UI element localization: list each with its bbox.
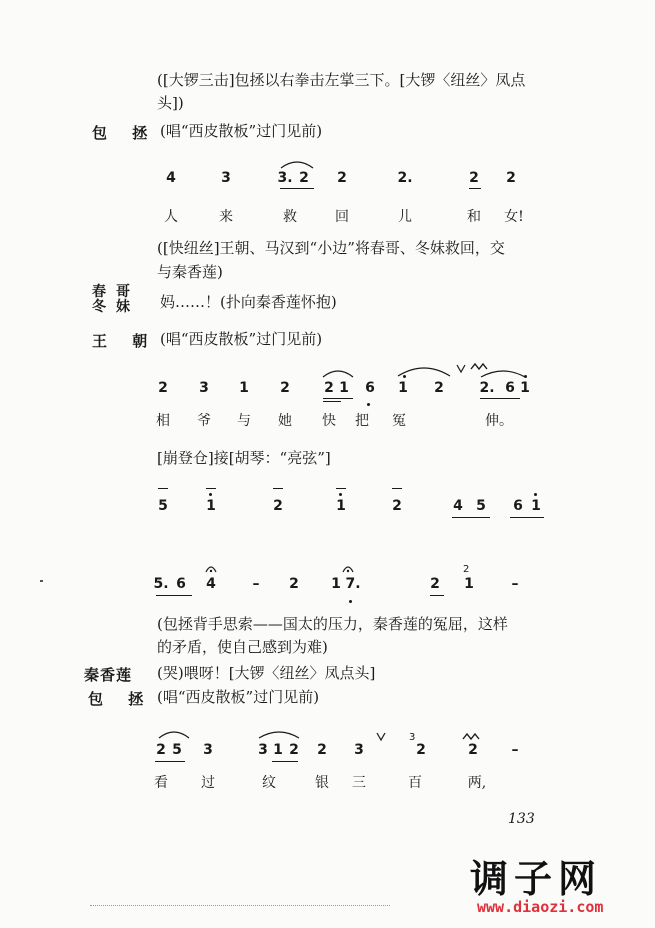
slur-mark — [257, 728, 301, 740]
page-number: 133 — [508, 811, 535, 827]
note: 2 — [506, 170, 516, 186]
fermata-mark — [205, 564, 217, 574]
underline-mark — [280, 188, 314, 189]
underline-mark — [469, 188, 481, 189]
note: 2. — [479, 380, 495, 396]
slur-mark — [479, 367, 527, 379]
lyric-char: 救 — [283, 209, 297, 225]
octave-dot — [209, 493, 212, 496]
octave-dot — [534, 493, 537, 496]
note: – — [252, 576, 260, 592]
grace-note-mark — [462, 562, 472, 576]
lyric-char: 回 — [335, 209, 349, 225]
lyric-char: 人 — [164, 209, 178, 225]
note: 2 — [324, 380, 334, 396]
slur-mark — [157, 728, 191, 740]
lyric-char: 快 — [322, 413, 336, 429]
slur-mark — [279, 158, 315, 170]
lyric-char: 冤 — [392, 413, 406, 429]
breath-mark — [376, 732, 388, 742]
speaker-name: 冬妹 — [92, 299, 140, 315]
lyric-char: 纹 — [262, 775, 276, 791]
accent-mark — [206, 488, 216, 489]
singing-direction: (唱“西皮散板”过门见前) — [160, 122, 323, 140]
underline-mark — [480, 398, 520, 399]
lyric-char: 三 — [352, 775, 366, 791]
note: 4 — [453, 498, 463, 514]
note: – — [511, 576, 519, 592]
underline-mark — [323, 401, 341, 402]
note: 3 — [221, 170, 231, 186]
note: 3. — [277, 170, 293, 186]
speaker-name: 春哥 — [92, 284, 140, 300]
note: 2 — [289, 576, 299, 592]
lyric-char: 她 — [278, 413, 292, 429]
stage-direction-line: 与秦香莲) — [157, 263, 223, 281]
note: 2 — [289, 742, 299, 758]
note: 2 — [317, 742, 327, 758]
octave-dot — [403, 375, 406, 378]
note: 4 — [206, 576, 216, 592]
note: 2 — [280, 380, 290, 396]
note: 2 — [337, 170, 347, 186]
lyric-char: 爷 — [197, 413, 211, 429]
accent-mark — [336, 488, 346, 489]
lyric-char: 儿 — [398, 209, 412, 225]
note: 3 — [203, 742, 213, 758]
underline-mark — [323, 398, 353, 399]
lyric-char: 把 — [355, 413, 369, 429]
note: 2. — [397, 170, 413, 186]
singing-direction: (唱“西皮散板”过门见前) — [157, 688, 320, 706]
watermark-site-name: 调子网 — [470, 857, 603, 901]
note: 2 — [299, 170, 309, 186]
note: 6 — [176, 576, 186, 592]
underline-mark — [155, 761, 185, 762]
note: – — [511, 742, 519, 758]
octave-dot — [367, 403, 370, 406]
speaker-name: 包 拯 — [92, 124, 158, 142]
watermark-url: www.diaozi.com — [477, 898, 604, 916]
svg-text:2: 2 — [463, 564, 470, 575]
note: 1 — [464, 576, 474, 592]
note: 2 — [416, 742, 426, 758]
lyric-char: 看 — [154, 775, 168, 791]
lyric-char: 伸。 — [485, 413, 513, 429]
note: 4 — [166, 170, 176, 186]
octave-dot — [524, 375, 527, 378]
lyric-char: 百 — [408, 775, 422, 791]
underline-mark — [510, 517, 544, 518]
stage-direction-line: ([快纽丝]王朝、马汉到“小边”将春哥、冬妹救回，交 — [157, 239, 505, 257]
scan-artifact — [90, 905, 390, 908]
accent-mark — [158, 488, 168, 489]
scan-artifact — [40, 580, 43, 582]
underline-mark — [430, 595, 444, 596]
note: 2 — [468, 742, 478, 758]
note: 3 — [258, 742, 268, 758]
lyric-char: 女! — [504, 209, 524, 225]
lyric-char: 相 — [156, 413, 170, 429]
note: 2 — [430, 576, 440, 592]
underline-mark — [272, 761, 298, 762]
note: 1 — [398, 380, 408, 396]
note: 1 — [531, 498, 541, 514]
speaker-name: 秦香莲 — [84, 666, 133, 684]
note: 5 — [172, 742, 182, 758]
singing-direction: (唱“西皮散板”过门见前) — [160, 330, 323, 348]
lyric-char: 过 — [201, 775, 215, 791]
note: 1 — [331, 576, 341, 592]
note: 1 — [239, 380, 249, 396]
stage-direction-line: 头]) — [157, 94, 184, 112]
lyric-char: 两, — [467, 775, 487, 791]
note: 6 — [513, 498, 523, 514]
slur-mark — [321, 367, 355, 379]
note: 1 — [273, 742, 283, 758]
lyric-char: 银 — [315, 775, 329, 791]
note: 2 — [156, 742, 166, 758]
note: 6 — [505, 380, 515, 396]
note: 5. — [153, 576, 169, 592]
mordent-mark — [462, 732, 482, 742]
speaker-name: 包 拯 — [88, 690, 154, 708]
note: 2 — [469, 170, 479, 186]
lyric-char: 和 — [467, 209, 481, 225]
dialogue-line: 妈……！(扑向秦香莲怀抱) — [160, 293, 337, 311]
note: 5 — [476, 498, 486, 514]
note: 1 — [206, 498, 216, 514]
note: 6 — [365, 380, 375, 396]
svg-text:3: 3 — [409, 732, 416, 743]
lyric-char: 来 — [219, 209, 233, 225]
note: 3 — [354, 742, 364, 758]
note: 2 — [273, 498, 283, 514]
note: 1 — [336, 498, 346, 514]
octave-dot — [349, 600, 352, 603]
lyric-char: 与 — [237, 413, 251, 429]
note: 7. — [345, 576, 361, 592]
underline-mark — [452, 517, 490, 518]
note: 3 — [199, 380, 209, 396]
note: 2 — [158, 380, 168, 396]
octave-dot — [339, 493, 342, 496]
note: 1 — [520, 380, 530, 396]
underline-mark — [156, 595, 192, 596]
fermata-mark — [342, 564, 354, 574]
note: 2 — [434, 380, 444, 396]
dialogue-line: (哭)喂呀！[大锣〈纽丝〉凤点头] — [157, 664, 376, 682]
accent-mark — [392, 488, 402, 489]
note: 5 — [158, 498, 168, 514]
stage-direction-line: [崩登仓]接[胡琴：“亮弦”] — [157, 449, 331, 467]
stage-direction-line: (包拯背手思索——国太的压力，秦香莲的冤屈，这样 — [157, 615, 508, 633]
speaker-name: 王 朝 — [92, 332, 158, 350]
note: 2 — [392, 498, 402, 514]
note: 1 — [339, 380, 349, 396]
breath-mark — [456, 364, 468, 374]
stage-direction-line: 的矛盾，使自己感到为难) — [157, 638, 328, 656]
stage-direction-line: ([大锣三击]包拯以右拳击左掌三下。[大锣〈纽丝〉凤点 — [157, 71, 526, 89]
accent-mark — [273, 488, 283, 489]
